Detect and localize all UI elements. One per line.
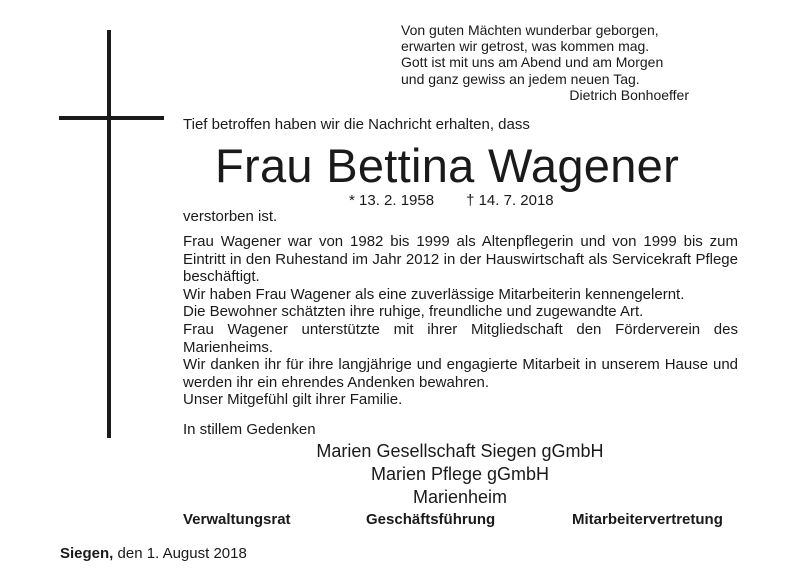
signatory-management: Geschäftsführung — [366, 511, 496, 528]
organizations — [220, 440, 700, 509]
body-paragraph: Die Bewohner schätzten ihre ruhige, freundliche und zugewandte Art. — [183, 303, 644, 321]
body-paragraph: Frau Wagener war von 1982 bis 1999 als Altenpflegerin und von 1999 bis zum Eintritt in den Ruhestand im Jahr 2012 in der Hauswirtschaft als Servicekraft Pflege beschäftigt. — [183, 233, 738, 286]
quote-line: erwarten wir getrost, was kommen mag. — [401, 38, 650, 55]
body-paragraph: Frau Wagener unterstützte mit ihrer Mitgliedschaft den Förderverein des Marienheims. — [183, 320, 738, 356]
organization-name: Marien Gesellschaft Siegen gGmbH — [316, 441, 604, 461]
body-paragraph: Unser Mitgefühl gilt ihrer Familie. — [183, 391, 403, 409]
died-text: verstorben ist. — [183, 208, 278, 225]
signatory-board: Verwaltungsrat — [183, 511, 291, 528]
organization-name: Marien Pflege gGmbH — [370, 464, 550, 484]
life-dates — [349, 192, 554, 209]
place-city: Siegen, — [60, 545, 114, 562]
intro-text: Tief betroffen haben wir die Nachricht erhalten, dass — [183, 116, 530, 133]
quote-line: und ganz gewiss an jedem neuen Tag. — [401, 70, 640, 87]
death-date: † 14. 7. 2018 — [466, 192, 554, 209]
deceased-name: Frau Bettina Wagener — [215, 139, 680, 192]
signatory-staff-council: Mitarbeitervertretung — [572, 511, 723, 528]
quote-line: Von guten Mächten wunderbar geborgen, — [401, 22, 659, 38]
quote-line: Gott ist mit uns am Abend und am Morgen — [401, 54, 664, 71]
organization-name: Marienheim — [412, 487, 508, 507]
cross-icon-horizontal-bar — [59, 116, 164, 120]
body-paragraph: Wir haben Frau Wagener als eine zuverlässige Mitarbeiterin kennengelernt. — [183, 285, 685, 303]
body-paragraph: Wir danken ihr für ihre langjährige und engagierte Mitarbeit in unserem Hause und werden ihr ein ehrendes Andenken bewahren. — [183, 356, 738, 391]
cross-icon-vertical-bar — [107, 30, 111, 438]
birth-date: * 13. 2. 1958 — [349, 192, 435, 209]
mourning-line: In stillem Gedenken — [183, 421, 316, 438]
place-date: den 1. August 2018 — [117, 545, 247, 562]
obituary-body — [183, 233, 738, 409]
quote-author: Dietrich Bonhoeffer — [569, 86, 689, 103]
place-and-date — [60, 545, 247, 562]
bonhoeffer-quote — [401, 22, 701, 103]
